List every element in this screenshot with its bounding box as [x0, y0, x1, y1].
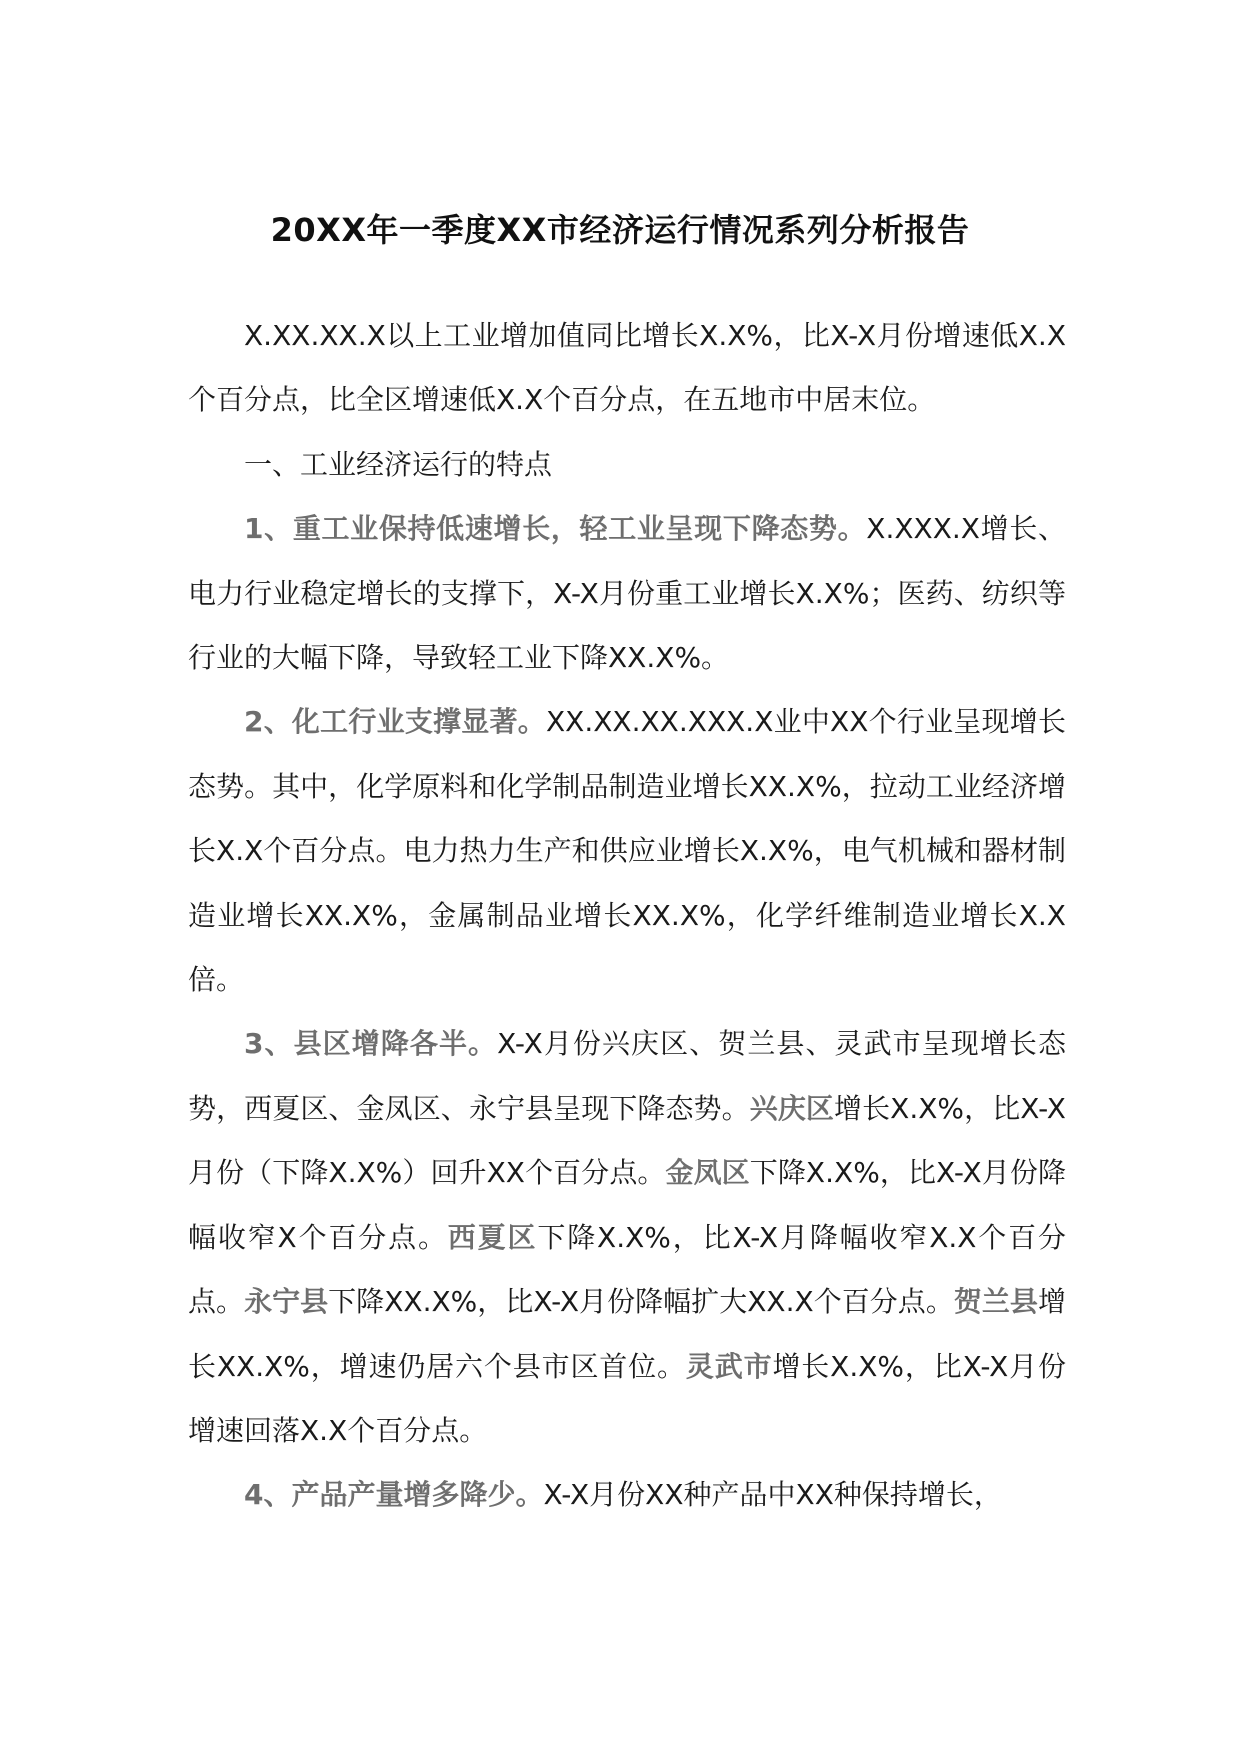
point-paragraph-1	[188, 497, 1066, 690]
point-text-4: X-X月份XX种产品中XX种保持增长，	[543, 1478, 1002, 1512]
county-name-xixia: 西夏区	[447, 1220, 538, 1254]
point-lead-3: 3、县区增降各半。	[244, 1027, 498, 1061]
county-name-yongning: 永宁县	[244, 1285, 329, 1319]
point-paragraph-2	[188, 690, 1066, 1012]
document-body	[188, 304, 1066, 1528]
point-text-2: XX.XX.XX.XXX.X业中XX个行业呈现增长态势。其中，化学原料和化学制品制造业增长XX.X%，拉动工业经济增长X.X个百分点。电力热力生产和供应业增长X.X%，电气机械和器材制造业增长XX.X%，金属制品业增长XX.X%，化学纤维制造业增长X.X倍。	[188, 705, 1066, 997]
county-text-xixia: 下降X.X%，比X-X月降幅收窄X.X个百分点。	[188, 1220, 1066, 1319]
section-heading: 一、工业经济运行的特点	[244, 447, 553, 481]
county-text-helan: 增长XX.X%，增速仍居六个县市区首位。	[188, 1285, 1066, 1383]
intro-paragraph: X.XX.XX.X以上工业增加值同比增长X.X%，比X-X月份增速低X.X个百分点，比全区增速低X.X个百分点，在五地市中居末位。	[188, 319, 1066, 417]
county-text-lingwu: 增长X.X%，比X-X月份增速回落X.X个百分点。	[188, 1349, 1066, 1447]
point-lead-2: 2、化工行业支撑显著。	[244, 705, 546, 739]
county-text-xingqing: 增长X.X%，比X-X月份（下降X.X%）回升XX个百分点。	[188, 1091, 1066, 1190]
county-name-helan: 贺兰县	[953, 1285, 1038, 1319]
point-paragraph-4	[188, 1463, 1066, 1527]
point-text-3: X-X月份兴庆区、贺兰县、灵武市呈现增长态势，西夏区、金凤区、永宁县呈现下降态势。	[188, 1027, 1066, 1125]
point-text-1: X.XXX.X增长、电力行业稳定增长的支撑下，X-X月份重工业增长X.X%；医药、纺织等行业的大幅下降，导致轻工业下降XX.X%。	[188, 512, 1066, 675]
document-title: 20XX年一季度XX市经济运行情况系列分析报告	[270, 211, 970, 249]
county-name-xingqing: 兴庆区	[749, 1091, 834, 1125]
point-lead-1: 1、重工业保持低速增长，轻工业呈现下降态势。	[244, 512, 867, 546]
county-text-yongning: 下降XX.X%，比X-X月份降幅扩大XX.X个百分点。	[328, 1285, 954, 1319]
county-text-jinfeng: 下降X.X%，比X-X月份降幅收窄X个百分点。	[188, 1156, 1066, 1254]
point-lead-4: 4、产品产量增多降少。	[244, 1478, 544, 1512]
county-name-jinfeng: 金凤区	[665, 1156, 750, 1190]
county-name-lingwu: 灵武市	[685, 1349, 773, 1383]
point-paragraph-3	[188, 1012, 1066, 1463]
